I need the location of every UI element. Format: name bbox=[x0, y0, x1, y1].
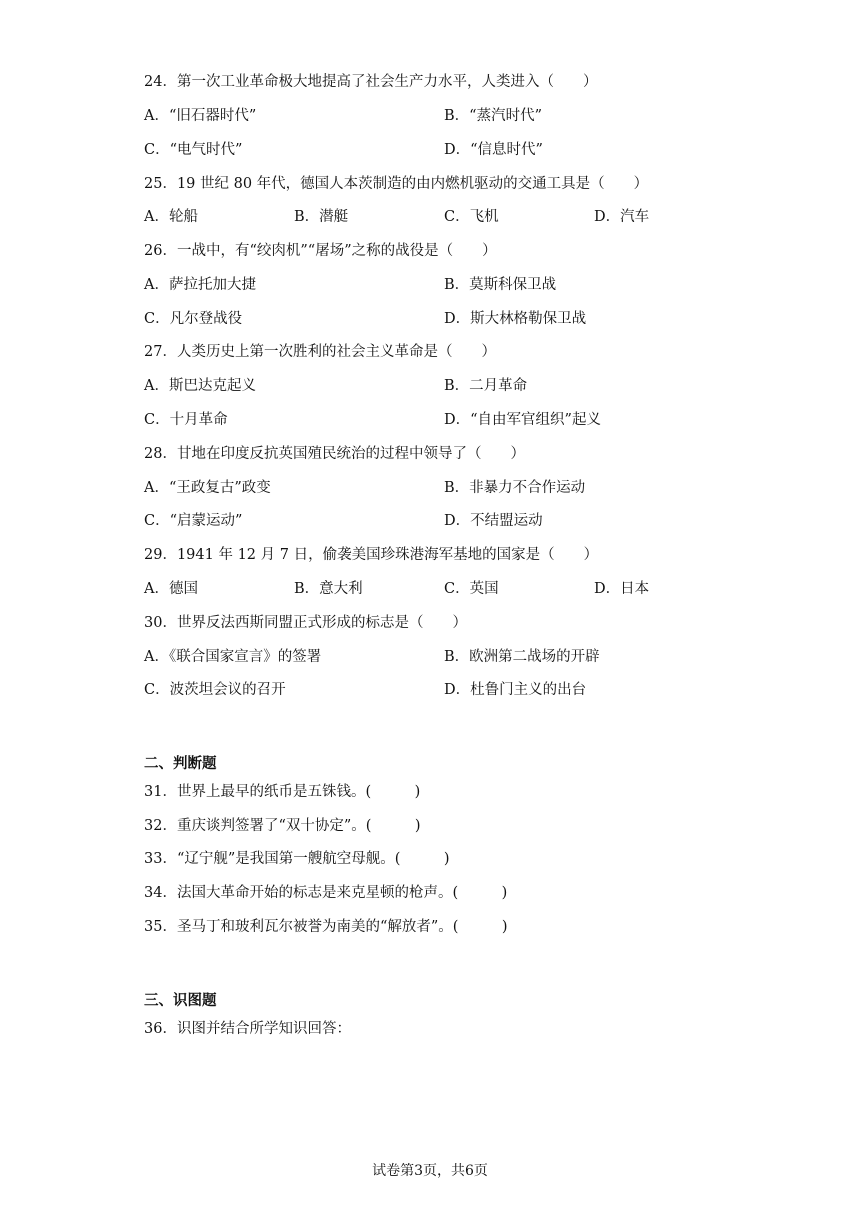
question-24-option-b: B．“蒸汽时代” bbox=[444, 108, 542, 124]
question-26-option-b: B．莫斯科保卫战 bbox=[444, 277, 557, 293]
section-3-heading: 三、识图题 bbox=[144, 993, 217, 1009]
question-27-option-a: A．斯巴达克起义 bbox=[144, 378, 256, 394]
question-30-stem: 30．世界反法西斯同盟正式形成的标志是（ ） bbox=[144, 615, 467, 631]
question-28-option-d: D．不结盟运动 bbox=[444, 513, 543, 529]
question-26-stem: 26．一战中，有“绞肉机”“屠场”之称的战役是（ ） bbox=[144, 243, 497, 259]
question-26-option-d: D．斯大林格勒保卫战 bbox=[444, 311, 587, 327]
question-28-option-b: B．非暴力不合作运动 bbox=[444, 480, 586, 496]
question-25-option-d: D．汽车 bbox=[594, 209, 650, 225]
question-27-option-b: B．二月革命 bbox=[444, 378, 528, 394]
question-29-option-c: C．英国 bbox=[444, 581, 499, 597]
question-24-option-a: A．“旧石器时代” bbox=[144, 108, 257, 124]
question-32: 32．重庆谈判签署了“双十协定”。( ) bbox=[144, 818, 421, 834]
question-35: 35．圣马丁和玻利瓦尔被誉为南美的“解放者”。( ) bbox=[144, 919, 508, 935]
question-29-option-b: B．意大利 bbox=[294, 581, 363, 597]
question-30-option-c: C．波茨坦会议的召开 bbox=[144, 682, 286, 698]
question-30-option-b: B．欧洲第二战场的开辟 bbox=[444, 649, 600, 665]
question-29-option-d: D．日本 bbox=[594, 581, 650, 597]
question-24-option-d: D．“信息时代” bbox=[444, 142, 543, 158]
question-26-option-c: C．凡尔登战役 bbox=[144, 311, 243, 327]
question-25-option-a: A．轮船 bbox=[144, 209, 198, 225]
question-31: 31．世界上最早的纸币是五铢钱。( ) bbox=[144, 784, 421, 800]
question-34: 34．法国大革命开始的标志是来克星顿的枪声。( ) bbox=[144, 885, 508, 901]
question-30-option-a: A．《联合国家宣言》的签署 bbox=[144, 649, 322, 665]
question-30-option-d: D．杜鲁门主义的出台 bbox=[444, 682, 587, 698]
question-24-option-c: C．“电气时代” bbox=[144, 142, 243, 158]
question-33: 33．“辽宁舰”是我国第一艘航空母舰。( ) bbox=[144, 851, 450, 867]
question-25-stem: 25．19 世纪 80 年代，德国人本茨制造的由内燃机驱动的交通工具是（ ） bbox=[144, 176, 649, 192]
question-36: 36．识图并结合所学知识回答： bbox=[144, 1021, 351, 1037]
question-29-option-a: A．德国 bbox=[144, 581, 198, 597]
question-27-stem: 27．人类历史上第一次胜利的社会主义革命是（ ） bbox=[144, 344, 496, 360]
page-footer: 试卷第3页，共6页 bbox=[372, 1163, 488, 1179]
question-24-stem: 24．第一次工业革命极大地提高了社会生产力水平，人类进入（ ） bbox=[144, 74, 598, 90]
question-26-option-a: A．萨拉托加大捷 bbox=[144, 277, 256, 293]
question-27-option-d: D．“自由军官组织”起义 bbox=[444, 412, 601, 428]
question-27-option-c: C．十月革命 bbox=[144, 412, 228, 428]
question-29-stem: 29．1941 年 12 月 7 日，偷袭美国珍珠港海军基地的国家是（ ） bbox=[144, 547, 599, 563]
question-28-option-a: A．“王政复古”政变 bbox=[144, 480, 271, 496]
question-28-stem: 28．甘地在印度反抗英国殖民统治的过程中领导了（ ） bbox=[144, 446, 525, 462]
section-2-heading: 二、判断题 bbox=[144, 756, 217, 772]
question-28-option-c: C．“启蒙运动” bbox=[144, 513, 243, 529]
question-25-option-b: B．潜艇 bbox=[294, 209, 349, 225]
question-25-option-c: C．飞机 bbox=[444, 209, 499, 225]
